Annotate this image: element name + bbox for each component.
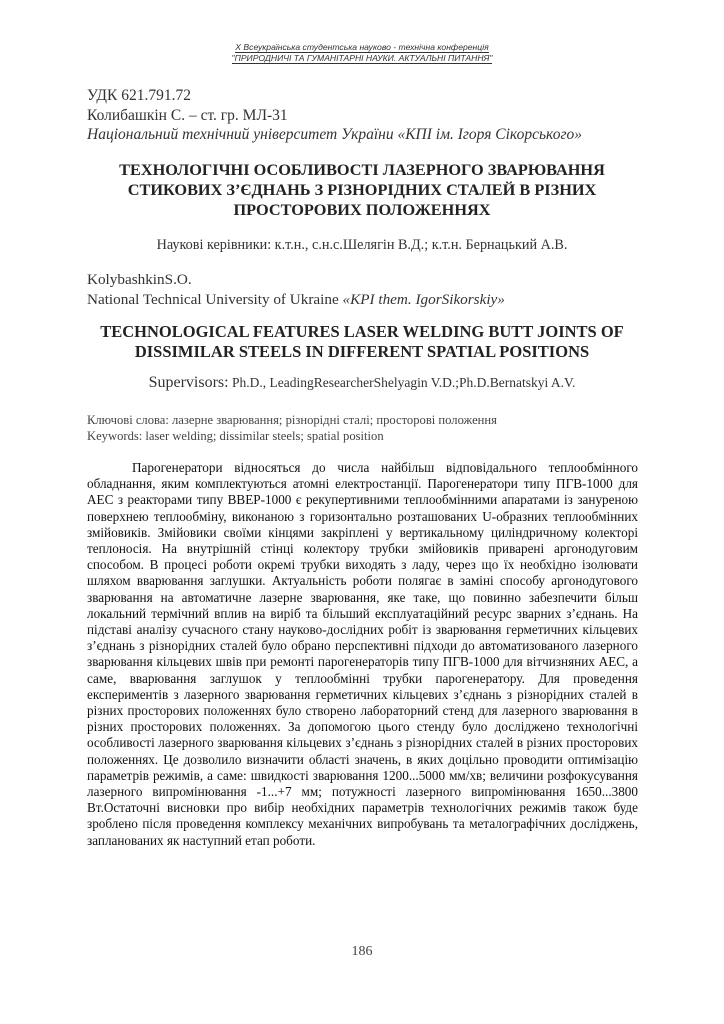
university-ua: Національний технічний університет України «КПІ ім. Ігоря Сікорського» xyxy=(87,126,582,143)
supervisors-ua: Наукові керівники: к.т.н., с.н.с.Шелягін В.Д.; к.т.н. Бернацький А.В. xyxy=(156,237,568,253)
title-en: TECHNOLOGICAL FEATURES LASER WELDING BUTT JOINTS OF DISSIMILAR STEELS IN DIFFERENT SPATIAL POSITIONS xyxy=(100,322,624,361)
author-ua: Колибашкін С. – ст. гр. МЛ-31 xyxy=(87,106,288,124)
conference-title: X Всеукраїнська студентська науково - технічна конференція xyxy=(235,42,489,52)
author-block-ua xyxy=(87,86,647,145)
conference-subtitle: "ПРИРОДНИЧІ ТА ГУМАНІТАРНІ НАУКИ. АКТУАЛЬНІ ПИТАННЯ" xyxy=(231,53,493,63)
keywords-block xyxy=(87,412,647,444)
keywords-ua: Ключові слова: лазерне зварювання; різнорідні сталі; просторові положення xyxy=(87,413,497,427)
udk-code: УДК 621.791.72 xyxy=(87,87,191,104)
supervisors-label: Supervisors: xyxy=(148,374,229,391)
university-en-italic: «KPI them. IgorSikorskiy» xyxy=(342,290,505,308)
supervisors-en xyxy=(70,374,654,392)
supervisors-names: Ph.D., LeadingResearcherShelyagin V.D.;Ph.D.Bernatskyi A.V. xyxy=(228,375,576,390)
conference-header xyxy=(0,42,724,64)
title-ua: ТЕХНОЛОГІЧНІ ОСОБЛИВОСТІ ЛАЗЕРНОГО ЗВАРЮВАННЯ СТИКОВИХ З’ЄДНАНЬ З РІЗНОРІДНИХ СТАЛЕЙ В РІЗНИХ ПРОСТОРОВИХ ПОЛОЖЕННЯХ xyxy=(119,160,605,219)
author-block-en xyxy=(87,270,647,309)
abstract-body: Парогенератори відносяться до числа найбільш відповідального теплообмінного обладнання, яким комплектуються атомні електростанції. Парогенератори типу ПГВ-1000 для АЕС з реакторами типу ВВЕР-1000 є рекупертивними теплообмінними апаратами із зануреною поверхнею теплообміну, виконаною з горизонтально розташованих U-образних теплообмінних змійовиків. Змійовики своїми кінцями закріплені у вертикальному циліндричному колекторі теплоносія. На внутрішній стінці колектору трубки змійовиків приварені аргонодуговим способом. В процесі роботи окремі трубки виходять з ладу, через що їх необхідно ізолювати шляхом вварювання заглушки. Актуальність роботи полягає в заміні способу аргонодугового зварювання на автоматичне лазерне зварювання, яке таке, що повинно забезпечити більш локальний термічний вплив на виріб та більший експлуатаційний ресурс зварних з’єднань. На підставі аналізу сучасного стану науково-дослідних робіт із зварювання герметичних кільцевих з’єднань з різнорідних сталей було обрано перспективні підходи до автоматизованого лазерного зварювання кільцевих швів при ремонті парогенераторів типу ПГВ-1000 для вітчизняних АЕС, а саме, вварювання заглушок у теплообмінні трубки парогенератору. Для проведення експериментів з лазерного зварювання герметичних кільцевих з’єднань з різнорідних сталей в різних просторових положеннях було створено лабораторний стенд для лазерного зварювання в різних просторових положеннях. За допомогою цього стенду було досліджено технологічні особливості лазерного зварювання кільцевих з’єднань з різнорідних сталей в різних просторових положеннях. Це дозволило визначити області значень, в яких доцільно проводити оптимізацію параметрів режимів, а саме: швидкості зварювання 1200...5000 мм/хв; величини розфокусування лазерного випромінювання -1...+7 мм; потужності лазерного випромінювання 1650...3800 Вт.Остаточні висновки про вибір необхідних параметрів технологічних режимів також буде зроблено після проведення комплексу механічних випробувань та металографічних досліджень, запланованих як наступний етап роботи. xyxy=(87,460,638,848)
university-en: National Technical University of Ukraine «KPI them. IgorSikorskiy» xyxy=(87,290,505,308)
page-number: 186 xyxy=(351,944,373,959)
author-en: KolybashkinS.O. xyxy=(87,271,192,288)
keywords-en: Keywords: laser welding; dissimilar steels; spatial position xyxy=(87,429,384,443)
